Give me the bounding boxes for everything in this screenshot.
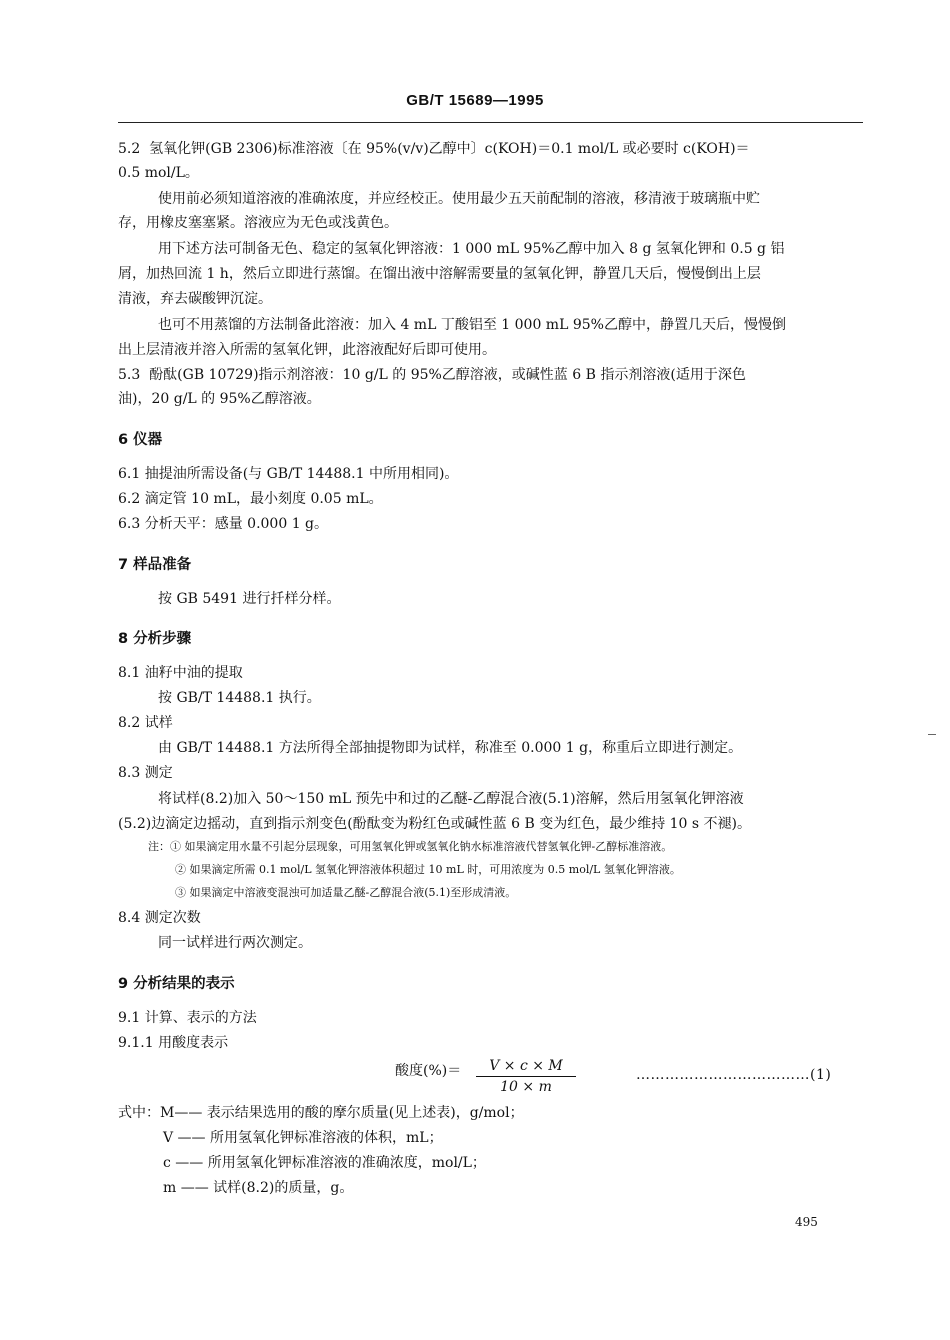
- clause-8-2-title: 8.2 试样: [118, 715, 173, 731]
- page-number: 495: [795, 1215, 818, 1229]
- clause-5-3-number: 5.3: [118, 367, 141, 383]
- header-rule: [118, 122, 863, 123]
- clause-5-2-para1-b: 存，用橡皮塞塞紧。溶液应为无色或浅黄色。: [118, 215, 398, 231]
- section-7-text: 按 GB 5491 进行扦样分样。: [158, 591, 341, 607]
- clause-5-2-para2-c: 清液，弃去碳酸钾沉淀。: [118, 291, 272, 307]
- section-9-heading: 9 分析结果的表示: [118, 976, 235, 992]
- clause-8-4-text: 同一试样进行两次测定。: [158, 935, 312, 951]
- note-3: ③ 如果滴定中溶液变混浊可加适量乙醚-乙醇混合液(5.1)至形成清液。: [175, 886, 517, 899]
- note-1: 注：① 如果滴定用水量不引起分层现象，可用氢氧化钾或氢氧化钠水标准溶液代替氢氧化钾-乙醇标准溶液。: [148, 840, 673, 853]
- where-m-molar-mass: 式中：M—— 表示结果选用的酸的摩尔质量(见上述表)，g/mol；: [118, 1105, 524, 1121]
- clause-5-2-para2-b: 屑，加热回流 1 h，然后立即进行蒸馏。在馏出液中溶解需要量的氢氧化钾，静置几天后，慢慢倒出上层: [118, 266, 761, 282]
- clause-5-2-para3-a: 也可不用蒸馏的方法制备此溶液：加入 4 mL 丁酸铝至 1 000 mL 95%乙醇中，静置几天后，慢慢倒: [158, 317, 786, 333]
- clause-6-2: 6.2 滴定管 10 mL，最小刻度 0.05 mL。: [118, 491, 383, 507]
- formula-equation-number: ………………………………(1): [636, 1067, 832, 1083]
- clause-5-3-text: 酚酞(GB 10729)指示剂溶液：10 g/L 的 95%乙醇溶液，或碱性蓝 6 B 指示剂溶液(适用于深色: [149, 367, 746, 383]
- formula-denominator: 10 × m: [500, 1079, 552, 1095]
- clause-8-1-text: 按 GB/T 14488.1 执行。: [158, 690, 321, 706]
- section-6-heading: 6 仪器: [118, 432, 163, 448]
- clause-6-1: 6.1 抽提油所需设备(与 GB/T 14488.1 中所用相同)。: [118, 466, 459, 482]
- clause-8-2-text: 由 GB/T 14488.1 方法所得全部抽提物即为试样，称准至 0.000 1 g，称重后立即进行测定。: [158, 740, 743, 756]
- clause-5-3-line1: [118, 365, 746, 385]
- section-8-heading: 8 分析步骤: [118, 631, 192, 647]
- clause-8-3-text-a: 将试样(8.2)加入 50～150 mL 预先中和过的乙醚-乙醇混合液(5.1)溶解，然后用氢氧化钾溶液: [158, 791, 744, 807]
- clause-5-2-para2-a: 用下述方法可制备无色、稳定的氢氧化钾溶液：1 000 mL 95%乙醇中加入 8 g 氢氧化钾和 0.5 g 铝: [158, 241, 785, 257]
- clause-6-3: 6.3 分析天平：感量 0.000 1 g。: [118, 516, 329, 532]
- where-m-sample-mass: m —— 试样(8.2)的质量，g。: [163, 1180, 354, 1196]
- formula-lhs: 酸度(%)＝: [395, 1063, 462, 1079]
- where-v-volume: V —— 所用氢氧化钾标准溶液的体积，mL；: [163, 1130, 443, 1146]
- clause-9-1: 9.1 计算、表示的方法: [118, 1010, 257, 1026]
- formula-numerator: V × c × M: [489, 1058, 563, 1074]
- margin-mark: [928, 734, 936, 735]
- note-2: ② 如果滴定所需 0.1 mol/L 氢氧化钾溶液体积超过 10 mL 时，可用浓度为 0.5 mol/L 氢氧化钾溶液。: [175, 863, 681, 876]
- clause-5-3-line2: 油)，20 g/L 的 95%乙醇溶液。: [118, 391, 321, 407]
- clause-9-1-1: 9.1.1 用酸度表示: [118, 1035, 229, 1051]
- fraction-bar: [476, 1076, 576, 1077]
- section-7-heading: 7 样品准备: [118, 557, 192, 573]
- standard-number-header: GB/T 15689—1995: [406, 92, 544, 109]
- where-c-concentration: c —— 所用氢氧化钾标准溶液的准确浓度，mol/L；: [163, 1155, 486, 1171]
- clause-8-1-title: 8.1 油籽中油的提取: [118, 665, 243, 681]
- clause-8-4-title: 8.4 测定次数: [118, 910, 201, 926]
- clause-5-2-para3-b: 出上层清液并溶入所需的氢氧化钾，此溶液配好后即可使用。: [118, 342, 496, 358]
- clause-8-3-title: 8.3 测定: [118, 765, 173, 781]
- clause-8-3-text-b: (5.2)边滴定边摇动，直到指示剂变色(酚酞变为粉红色或碱性蓝 6 B 变为红色，最少维持 10 s 不褪)。: [118, 816, 752, 832]
- clause-5-2-line2: 0.5 mol/L。: [118, 165, 199, 181]
- clause-5-2-line1: [118, 139, 750, 159]
- clause-5-2-text: 氢氧化钾(GB 2306)标准溶液〔在 95%(v/v)乙醇中〕c(KOH)＝0.1 mol/L 或必要时 c(KOH)＝: [149, 141, 750, 157]
- clause-5-2-para1-a: 使用前必须知道溶液的准确浓度，并应经校正。使用最少五天前配制的溶液，移清液于玻璃瓶中贮: [158, 191, 760, 207]
- clause-5-2-number: 5.2: [118, 141, 141, 157]
- formula-fraction: [476, 1057, 576, 1096]
